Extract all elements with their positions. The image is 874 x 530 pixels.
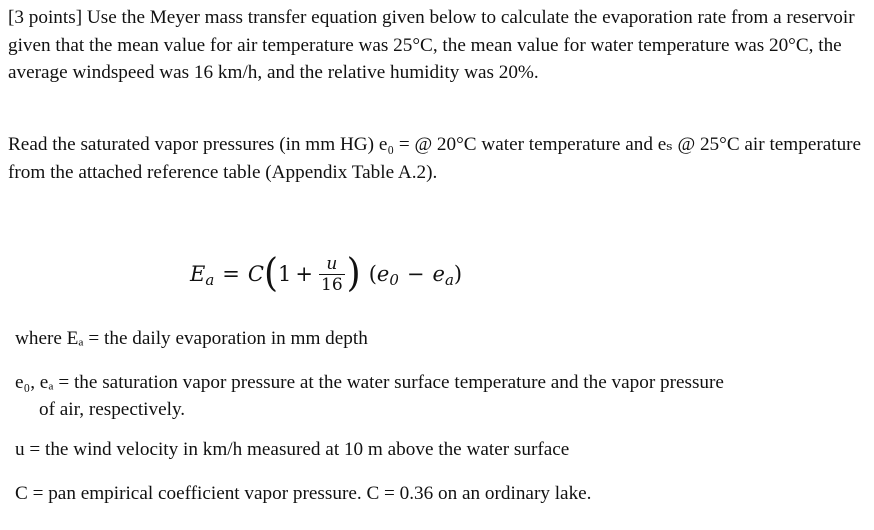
eq-lhs: E bbox=[190, 262, 206, 286]
eq-close-paren: ) bbox=[346, 251, 361, 296]
eq-equals: = bbox=[222, 262, 240, 286]
definition-ea: where Eₐ = the daily evaporation in mm depth bbox=[15, 328, 368, 349]
definition-e0-ea bbox=[15, 369, 855, 423]
eq-denominator: 16 bbox=[321, 274, 343, 295]
definition-c: C = pan empirical coefficient vapor pressure. C = 0.36 on an ordinary lake. bbox=[15, 483, 592, 504]
eq-minus: − bbox=[406, 262, 425, 286]
definition-u: u = the wind velocity in km/h measured at 10 m above the water surface bbox=[15, 439, 570, 460]
eq-open-paren-2: ( bbox=[368, 262, 377, 286]
eq-numerator: u bbox=[326, 253, 338, 274]
eq-close-paren-2: ) bbox=[453, 262, 463, 286]
eq-coef: C bbox=[247, 262, 264, 286]
eq-e0-sub: 0 bbox=[389, 271, 399, 289]
problem-statement: [3 points] Use the Meyer mass transfer equation given below to calculate the evaporation rate from a reservoir given that the mean value for air temperature was 25°C, the mean value for water temperature was 20°C, the average windspeed was 16 km/h, and the relative humidity was 20%. bbox=[8, 7, 855, 83]
eq-one: 1 bbox=[278, 262, 292, 286]
vapor-pressure-instruction: Read the saturated vapor pressures (in mm HG) e₀ = @ 20°C water temperature and eₛ @ 25°C air temperature from the attached reference table (Appendix Table A.2). bbox=[8, 134, 862, 183]
definition-e0-line1: e₀, eₐ = the saturation vapor pressure at the water surface temperature and the vapor pressure bbox=[15, 372, 724, 393]
eq-plus: + bbox=[295, 262, 314, 286]
eq-e0: e bbox=[376, 262, 390, 286]
eq-lhs-sub: a bbox=[205, 271, 215, 289]
eq-ea-sub: a bbox=[444, 271, 454, 289]
eq-open-paren: ( bbox=[263, 251, 279, 296]
eq-fraction bbox=[319, 254, 345, 295]
meyer-equation bbox=[190, 241, 462, 307]
definition-e0-line2: of air, respectively. bbox=[39, 399, 186, 420]
eq-ea: e bbox=[432, 262, 445, 286]
